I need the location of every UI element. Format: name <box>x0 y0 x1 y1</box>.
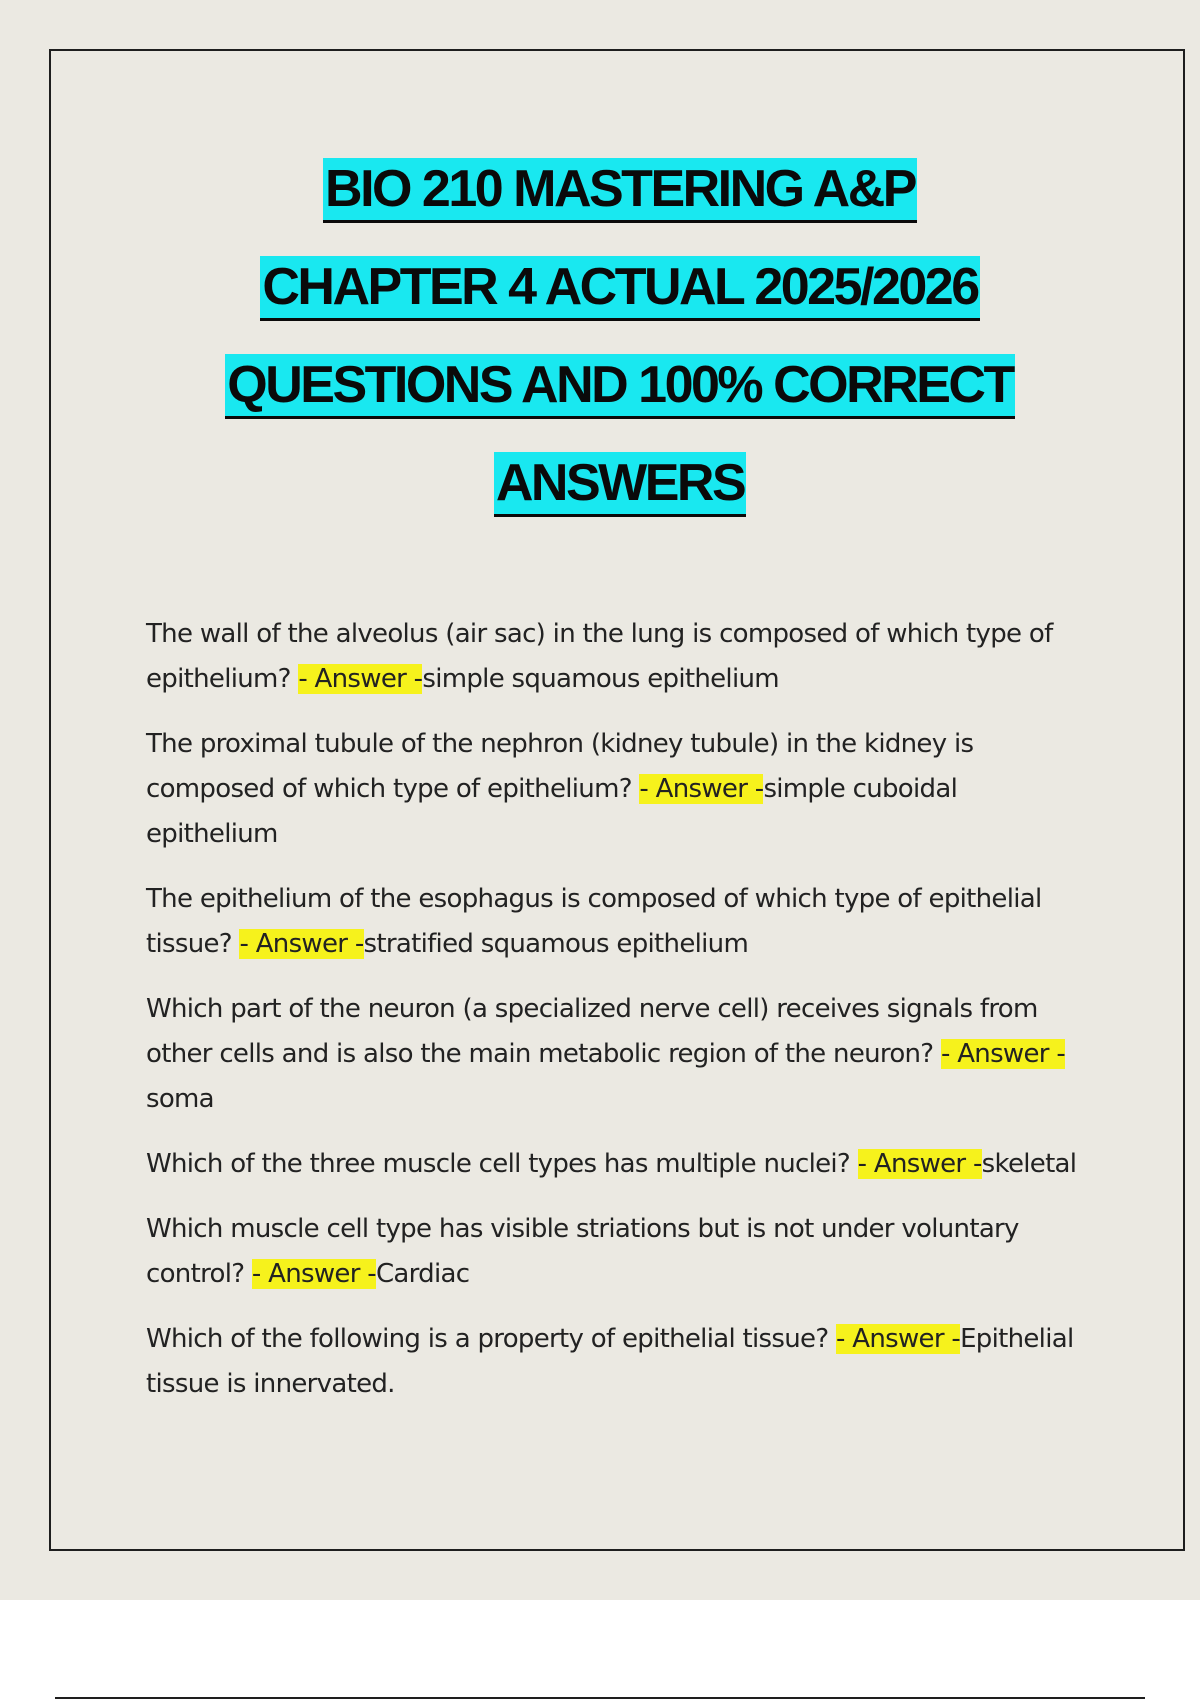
qa-item-7 <box>146 1317 1096 1407</box>
qa-item-2 <box>146 722 1096 857</box>
title-line-4: ANSWERS <box>60 434 1180 532</box>
answer-marker: - Answer - <box>836 1324 961 1354</box>
answer-marker: - Answer - <box>639 774 764 804</box>
title-line-1: BIO 210 MASTERING A&P <box>60 140 1180 238</box>
question-text: The proximal tubule of the nephron (kidney tubule) in the kidney is composed of which type of epithelium? <box>146 729 974 804</box>
qa-item-5 <box>146 1142 1096 1187</box>
question-text: Which muscle cell type has visible striations but is not under voluntary control? <box>146 1214 1019 1289</box>
question-text: The wall of the alveolus (air sac) in the lung is composed of which type of epithelium? <box>146 619 1053 694</box>
qa-item-1 <box>146 612 1096 702</box>
title-line-3: QUESTIONS AND 100% CORRECT <box>60 336 1180 434</box>
question-text: Which part of the neuron (a specialized nerve cell) receives signals from other cells and is also the main metabolic region of the neuron? <box>146 994 1038 1069</box>
answer-marker: - Answer - <box>298 664 423 694</box>
qa-item-4 <box>146 987 1096 1122</box>
question-text: The epithelium of the esophagus is composed of which type of epithelial tissue? <box>146 884 1042 959</box>
document-title <box>60 140 1180 532</box>
answer-text: skeletal <box>981 1149 1077 1179</box>
answer-marker: - Answer - <box>239 929 364 959</box>
answer-marker: - Answer - <box>857 1149 982 1179</box>
answer-marker: - Answer - <box>940 1039 1066 1069</box>
qa-item-6 <box>146 1207 1096 1297</box>
answer-text: soma <box>146 1084 214 1114</box>
qa-list <box>146 612 1096 1427</box>
answer-text: stratified squamous epithelium <box>363 929 749 959</box>
answer-text: simple cuboidal epithelium <box>146 774 958 849</box>
question-text: Which of the three muscle cell types has multiple nuclei? <box>146 1149 858 1179</box>
qa-item-3 <box>146 877 1096 967</box>
answer-text: Cardiac <box>375 1259 470 1289</box>
next-page-top-rule <box>55 1697 1145 1699</box>
answer-marker: - Answer - <box>251 1259 376 1289</box>
title-line-2: CHAPTER 4 ACTUAL 2025/2026 <box>60 238 1180 336</box>
question-text: Which of the following is a property of epithelial tissue? <box>146 1324 836 1354</box>
answer-text: Epithelial tissue is innervated. <box>146 1324 1074 1399</box>
answer-text: simple squamous epithelium <box>422 664 779 694</box>
